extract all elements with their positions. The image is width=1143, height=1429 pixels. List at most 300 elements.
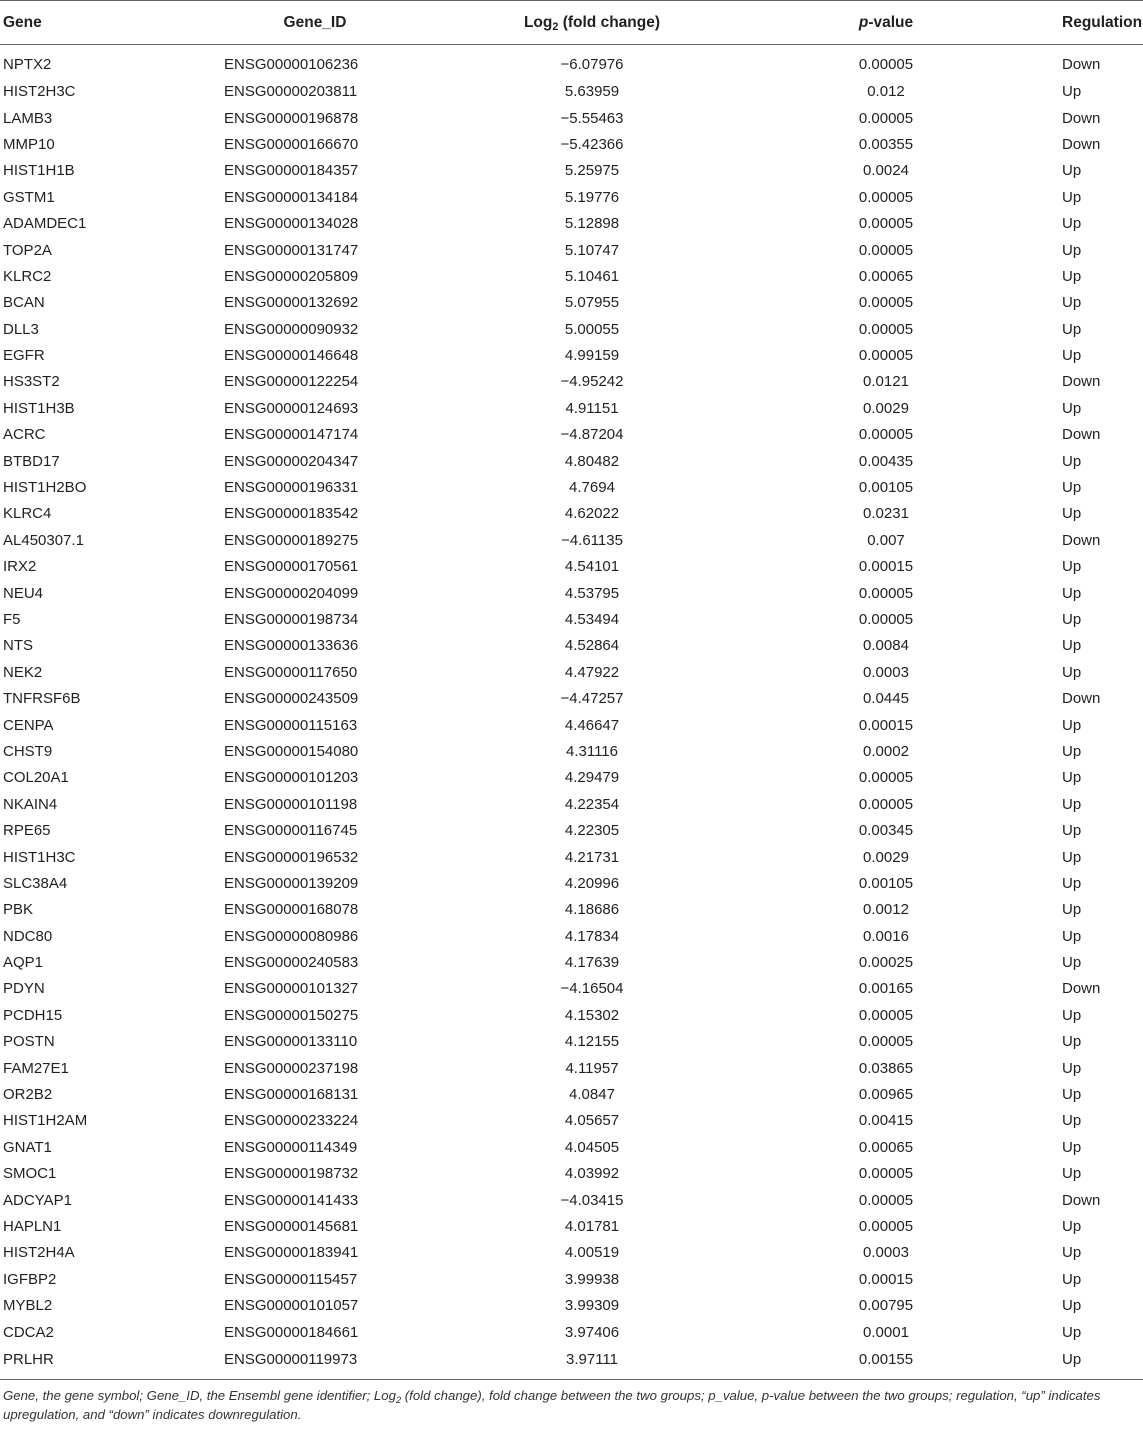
cell-gene: PCDH15 bbox=[3, 1006, 63, 1024]
cell-regulation: Up bbox=[1062, 769, 1082, 787]
cell-p-value: 0.00795 bbox=[858, 1297, 914, 1315]
table-row bbox=[0, 659, 1143, 685]
table-header bbox=[0, 1, 1143, 45]
cell-gene-id: ENSG00000101327 bbox=[224, 980, 359, 998]
cell-gene-id: ENSG00000124693 bbox=[224, 399, 359, 417]
table-row bbox=[0, 1345, 1143, 1379]
cell-regulation: Up bbox=[1062, 637, 1082, 655]
header-gene: Gene bbox=[0, 1, 224, 45]
cell-gene-id: ENSG00000243509 bbox=[224, 690, 359, 708]
cell-log2fc: −4.47257 bbox=[560, 690, 624, 708]
cell-gene-id: ENSG00000150275 bbox=[224, 1006, 359, 1024]
footnote-part2: (fold change), fold change between the two groups; p_value, p-value between the two groups; regulation, “up” indicates upregulation, and “down” indicates downregulation. bbox=[3, 1388, 1101, 1423]
header-gene-id: Gene_ID bbox=[224, 1, 406, 45]
cell-regulation: Up bbox=[1062, 294, 1082, 312]
cell-gene-id: ENSG00000115457 bbox=[224, 1270, 358, 1288]
cell-log2fc: 4.52864 bbox=[564, 637, 620, 655]
table-row bbox=[0, 1108, 1143, 1134]
cell-regulation: Up bbox=[1062, 1323, 1082, 1341]
cell-regulation: Down bbox=[1062, 426, 1101, 444]
cell-p-value: 0.0003 bbox=[863, 1244, 909, 1262]
table-row bbox=[0, 290, 1143, 316]
cell-log2fc: 5.63959 bbox=[564, 83, 620, 101]
cell-regulation: Up bbox=[1062, 927, 1082, 945]
cell-gene: ADAMDEC1 bbox=[3, 215, 87, 233]
cell-gene-id: ENSG00000133110 bbox=[224, 1033, 358, 1051]
table-row bbox=[0, 897, 1143, 923]
cell-p-value: 0.00005 bbox=[858, 1006, 914, 1024]
cell-log2fc: 4.53494 bbox=[564, 611, 620, 628]
cell-gene-id: ENSG00000154080 bbox=[224, 742, 359, 760]
cell-regulation: Down bbox=[1062, 135, 1101, 153]
table-row bbox=[0, 105, 1143, 131]
cell-gene-id: ENSG00000240583 bbox=[224, 954, 359, 972]
cell-regulation: Up bbox=[1062, 795, 1082, 813]
cell-p-value: 0.0445 bbox=[863, 690, 909, 708]
cell-p-value: 0.0024 bbox=[863, 162, 909, 180]
cell-gene-id: ENSG00000189275 bbox=[224, 531, 359, 549]
cell-regulation: Up bbox=[1062, 558, 1082, 576]
cell-log2fc: 5.00055 bbox=[564, 320, 620, 338]
cell-gene: HIST1H1B bbox=[3, 162, 75, 180]
cell-regulation: Up bbox=[1062, 901, 1082, 919]
cell-gene: COL20A1 bbox=[3, 769, 69, 787]
cell-regulation: Up bbox=[1062, 241, 1082, 259]
cell-gene-id: ENSG00000196331 bbox=[224, 479, 359, 497]
cell-regulation: Down bbox=[1062, 531, 1101, 549]
table-row bbox=[0, 633, 1143, 659]
cell-p-value: 0.00005 bbox=[858, 1217, 914, 1235]
header-regulation: Regulation bbox=[994, 1, 1143, 45]
cell-gene: TOP2A bbox=[3, 241, 52, 259]
cell-gene-id: ENSG00000116745 bbox=[224, 822, 358, 840]
table-row bbox=[0, 1240, 1143, 1266]
cell-gene-id: ENSG00000196532 bbox=[224, 848, 359, 866]
cell-log2fc: 4.04505 bbox=[564, 1138, 620, 1156]
cell-log2fc: 4.01781 bbox=[564, 1217, 620, 1235]
table-row bbox=[0, 1292, 1143, 1318]
cell-gene: DLL3 bbox=[3, 320, 39, 338]
cell-p-value: 0.00105 bbox=[858, 874, 914, 892]
cell-gene: AL450307.1 bbox=[3, 531, 84, 549]
cell-log2fc: 4.0847 bbox=[569, 1086, 615, 1104]
header-log-suffix: (fold change) bbox=[558, 13, 661, 31]
cell-regulation: Down bbox=[1062, 980, 1101, 998]
cell-p-value: 0.00005 bbox=[858, 188, 914, 206]
cell-log2fc: 4.7694 bbox=[569, 479, 615, 497]
cell-gene-id: ENSG00000147174 bbox=[224, 426, 359, 444]
cell-regulation: Up bbox=[1062, 162, 1082, 180]
table-row bbox=[0, 606, 1143, 632]
cell-regulation: Up bbox=[1062, 347, 1082, 365]
cell-gene-id: ENSG00000168131 bbox=[224, 1086, 359, 1104]
cell-gene-id: ENSG00000203811 bbox=[224, 83, 358, 101]
cell-gene-id: ENSG00000134184 bbox=[224, 188, 359, 206]
cell-gene: ACRC bbox=[3, 426, 46, 444]
cell-regulation: Up bbox=[1062, 267, 1082, 285]
cell-gene-id: ENSG00000168078 bbox=[224, 901, 359, 919]
table-row bbox=[0, 1161, 1143, 1187]
cell-log2fc: 5.10461 bbox=[564, 267, 620, 285]
cell-gene: NPTX2 bbox=[3, 56, 52, 74]
cell-gene: CENPA bbox=[3, 716, 54, 734]
cell-gene: POSTN bbox=[3, 1033, 55, 1051]
cell-regulation: Up bbox=[1062, 479, 1082, 497]
cell-regulation: Up bbox=[1062, 1006, 1082, 1024]
cell-gene: PRLHR bbox=[3, 1350, 54, 1368]
cell-regulation: Up bbox=[1062, 716, 1082, 734]
cell-p-value: 0.0012 bbox=[863, 901, 909, 919]
cell-gene-id: ENSG00000115163 bbox=[224, 716, 358, 734]
cell-gene: HIST1H2AM bbox=[3, 1112, 88, 1130]
table-row bbox=[0, 738, 1143, 764]
cell-p-value: 0.00015 bbox=[858, 558, 914, 576]
cell-p-value: 0.012 bbox=[867, 83, 905, 101]
cell-regulation: Down bbox=[1062, 56, 1101, 74]
cell-log2fc: 4.20996 bbox=[564, 874, 620, 892]
cell-gene: PDYN bbox=[3, 980, 45, 998]
cell-gene-id: ENSG00000196878 bbox=[224, 109, 359, 127]
cell-gene: NKAIN4 bbox=[3, 795, 58, 813]
cell-regulation: Up bbox=[1062, 611, 1082, 628]
cell-p-value: 0.00005 bbox=[858, 795, 914, 813]
cell-gene: OR2B2 bbox=[3, 1086, 53, 1104]
cell-gene-id: ENSG00000132692 bbox=[224, 294, 359, 312]
cell-gene: TNFRSF6B bbox=[3, 690, 81, 708]
cell-p-value: 0.00155 bbox=[858, 1350, 914, 1368]
cell-p-value: 0.0003 bbox=[863, 663, 909, 681]
cell-p-value: 0.00015 bbox=[858, 1270, 914, 1288]
cell-gene: RPE65 bbox=[3, 822, 51, 840]
table-row bbox=[0, 685, 1143, 711]
cell-p-value: 0.0121 bbox=[863, 373, 909, 391]
cell-p-value: 0.0231 bbox=[863, 505, 909, 523]
cell-gene: AQP1 bbox=[3, 954, 44, 972]
cell-log2fc: 4.22354 bbox=[564, 795, 620, 813]
cell-gene: LAMB3 bbox=[3, 109, 53, 127]
table-footnote bbox=[0, 1379, 1143, 1424]
cell-regulation: Up bbox=[1062, 1165, 1082, 1183]
cell-log2fc: 5.07955 bbox=[564, 294, 620, 312]
cell-log2fc: 4.05657 bbox=[564, 1112, 620, 1130]
cell-gene-id: ENSG00000122254 bbox=[224, 373, 359, 391]
cell-regulation: Down bbox=[1062, 373, 1101, 391]
cell-log2fc: 3.99938 bbox=[564, 1270, 620, 1288]
cell-gene-id: ENSG00000183542 bbox=[224, 505, 359, 523]
cell-log2fc: 4.17834 bbox=[564, 927, 620, 945]
table-row bbox=[0, 817, 1143, 843]
cell-log2fc: −6.07976 bbox=[560, 56, 624, 74]
cell-regulation: Up bbox=[1062, 954, 1082, 972]
cell-p-value: 0.00005 bbox=[858, 611, 914, 628]
cell-regulation: Down bbox=[1062, 1191, 1101, 1209]
cell-gene: IGFBP2 bbox=[3, 1270, 57, 1288]
cell-regulation: Up bbox=[1062, 1086, 1082, 1104]
cell-regulation: Up bbox=[1062, 83, 1082, 101]
cell-log2fc: 4.46647 bbox=[564, 716, 620, 734]
cell-log2fc: 4.12155 bbox=[564, 1033, 620, 1051]
table-row bbox=[0, 501, 1143, 527]
cell-log2fc: 4.99159 bbox=[564, 347, 620, 365]
cell-regulation: Up bbox=[1062, 1059, 1082, 1077]
cell-gene: NEK2 bbox=[3, 663, 43, 681]
cell-log2fc: 4.18686 bbox=[564, 901, 620, 919]
cell-p-value: 0.00025 bbox=[858, 954, 914, 972]
cell-gene: HIST2H4A bbox=[3, 1244, 75, 1262]
table-row bbox=[0, 554, 1143, 580]
cell-gene-id: ENSG00000101198 bbox=[224, 795, 358, 813]
cell-p-value: 0.00355 bbox=[858, 135, 914, 153]
cell-gene: GSTM1 bbox=[3, 188, 55, 206]
header-row bbox=[0, 1, 1143, 45]
cell-regulation: Up bbox=[1062, 1244, 1082, 1262]
cell-gene: SMOC1 bbox=[3, 1165, 57, 1183]
cell-gene: NDC80 bbox=[3, 927, 53, 945]
cell-p-value: 0.00005 bbox=[858, 56, 914, 74]
cell-log2fc: 4.29479 bbox=[564, 769, 620, 787]
cell-regulation: Up bbox=[1062, 1270, 1082, 1288]
cell-regulation: Up bbox=[1062, 1112, 1082, 1130]
cell-p-value: 0.00005 bbox=[858, 347, 914, 365]
cell-regulation: Up bbox=[1062, 188, 1082, 206]
header-p-value bbox=[778, 1, 994, 45]
cell-p-value: 0.0002 bbox=[863, 742, 909, 760]
cell-gene-id: ENSG00000233224 bbox=[224, 1112, 359, 1130]
cell-log2fc: 4.31116 bbox=[566, 742, 618, 760]
cell-p-value: 0.00005 bbox=[858, 241, 914, 259]
table-row bbox=[0, 474, 1143, 500]
header-log-prefix: Log bbox=[523, 13, 553, 31]
cell-gene-id: ENSG00000146648 bbox=[224, 347, 359, 365]
cell-p-value: 0.00105 bbox=[858, 479, 914, 497]
table-row bbox=[0, 1002, 1143, 1028]
cell-gene: KLRC4 bbox=[3, 505, 52, 523]
cell-regulation: Up bbox=[1062, 320, 1082, 338]
cell-p-value: 0.0029 bbox=[863, 399, 909, 417]
cell-gene-id: ENSG00000237198 bbox=[224, 1059, 359, 1077]
cell-log2fc: −4.61135 bbox=[561, 531, 623, 549]
cell-gene-id: ENSG00000184661 bbox=[224, 1323, 359, 1341]
table-row bbox=[0, 237, 1143, 263]
cell-log2fc: 5.19776 bbox=[564, 188, 620, 206]
cell-log2fc: −5.55463 bbox=[560, 109, 624, 127]
table-row bbox=[0, 923, 1143, 949]
cell-log2fc: 4.21731 bbox=[564, 848, 620, 866]
table-row bbox=[0, 316, 1143, 342]
cell-p-value: 0.00005 bbox=[858, 1165, 914, 1183]
cell-gene-id: ENSG00000134028 bbox=[224, 215, 359, 233]
cell-gene: ADCYAP1 bbox=[3, 1191, 72, 1209]
cell-p-value: 0.00015 bbox=[858, 716, 914, 734]
cell-gene-id: ENSG00000119973 bbox=[224, 1350, 358, 1368]
cell-regulation: Up bbox=[1062, 874, 1082, 892]
cell-log2fc: −4.16504 bbox=[560, 980, 624, 998]
cell-log2fc: 4.80482 bbox=[564, 452, 620, 470]
cell-gene: GNAT1 bbox=[3, 1138, 52, 1156]
cell-log2fc: 4.54101 bbox=[564, 558, 620, 576]
table-row bbox=[0, 527, 1143, 553]
cell-p-value: 0.00005 bbox=[858, 320, 914, 338]
cell-gene-id: ENSG00000090932 bbox=[224, 320, 359, 338]
cell-gene: BCAN bbox=[3, 294, 45, 312]
cell-regulation: Down bbox=[1062, 690, 1101, 708]
table-row bbox=[0, 422, 1143, 448]
table-row bbox=[0, 448, 1143, 474]
cell-gene-id: ENSG00000170561 bbox=[224, 558, 359, 576]
table-row bbox=[0, 765, 1143, 791]
table-row bbox=[0, 1134, 1143, 1160]
cell-gene: MMP10 bbox=[3, 135, 55, 153]
cell-log2fc: 4.17639 bbox=[564, 954, 620, 972]
table-row bbox=[0, 263, 1143, 289]
table-row bbox=[0, 1055, 1143, 1081]
cell-gene-id: ENSG00000204099 bbox=[224, 584, 359, 602]
header-p-rest: -value bbox=[868, 13, 914, 31]
cell-p-value: 0.00065 bbox=[858, 267, 914, 285]
cell-log2fc: 3.99309 bbox=[564, 1297, 620, 1315]
cell-log2fc: 4.22305 bbox=[564, 822, 620, 840]
cell-log2fc: −4.87204 bbox=[560, 426, 624, 444]
cell-gene: CDCA2 bbox=[3, 1323, 54, 1341]
cell-regulation: Up bbox=[1062, 742, 1082, 760]
cell-gene: BTBD17 bbox=[3, 452, 60, 470]
cell-log2fc: −4.03415 bbox=[560, 1191, 624, 1209]
table-row bbox=[0, 580, 1143, 606]
cell-regulation: Up bbox=[1062, 1033, 1082, 1051]
cell-regulation: Down bbox=[1062, 109, 1101, 127]
cell-p-value: 0.0001 bbox=[863, 1323, 909, 1341]
cell-p-value: 0.00965 bbox=[858, 1086, 914, 1104]
table-row bbox=[0, 976, 1143, 1002]
cell-log2fc: 3.97406 bbox=[564, 1323, 620, 1341]
cell-log2fc: 4.15302 bbox=[564, 1006, 620, 1024]
cell-p-value: 0.00005 bbox=[858, 1191, 914, 1209]
cell-gene: KLRC2 bbox=[3, 267, 52, 285]
table-body bbox=[0, 45, 1143, 1380]
table-row bbox=[0, 158, 1143, 184]
cell-gene-id: ENSG00000204347 bbox=[224, 452, 359, 470]
table-row bbox=[0, 342, 1143, 368]
table-row bbox=[0, 45, 1143, 79]
footnote-sub: 2 bbox=[395, 1395, 402, 1406]
table-row bbox=[0, 1029, 1143, 1055]
cell-gene: HIST2H3C bbox=[3, 83, 76, 101]
cell-gene-id: ENSG00000101057 bbox=[224, 1297, 359, 1315]
table-row bbox=[0, 1319, 1143, 1345]
cell-gene: CHST9 bbox=[3, 742, 53, 760]
cell-log2fc: 4.47922 bbox=[564, 663, 620, 681]
cell-gene: NTS bbox=[3, 637, 33, 655]
table-row bbox=[0, 791, 1143, 817]
cell-gene-id: ENSG00000145681 bbox=[224, 1217, 359, 1235]
cell-gene: MYBL2 bbox=[3, 1297, 53, 1315]
cell-log2fc: −5.42366 bbox=[560, 135, 624, 153]
cell-gene-id: ENSG00000139209 bbox=[224, 874, 359, 892]
cell-gene-id: ENSG00000205809 bbox=[224, 267, 359, 285]
cell-gene: HIST1H2BO bbox=[3, 479, 87, 497]
cell-gene-id: ENSG00000183941 bbox=[224, 1244, 359, 1262]
cell-regulation: Up bbox=[1062, 663, 1082, 681]
cell-log2fc: 4.00519 bbox=[564, 1244, 620, 1262]
table-row bbox=[0, 184, 1143, 210]
cell-gene-id: ENSG00000198732 bbox=[224, 1165, 359, 1183]
cell-regulation: Up bbox=[1062, 1217, 1082, 1235]
cell-gene-id: ENSG00000141433 bbox=[224, 1191, 359, 1209]
cell-gene: IRX2 bbox=[3, 558, 37, 576]
cell-p-value: 0.0016 bbox=[863, 927, 909, 945]
cell-gene-id: ENSG00000080986 bbox=[224, 927, 359, 945]
cell-log2fc: 4.62022 bbox=[564, 505, 620, 523]
cell-p-value: 0.00005 bbox=[858, 109, 914, 127]
cell-p-value: 0.00415 bbox=[858, 1112, 914, 1130]
table-row bbox=[0, 395, 1143, 421]
cell-p-value: 0.00005 bbox=[858, 1033, 914, 1051]
cell-regulation: Up bbox=[1062, 584, 1082, 602]
cell-p-value: 0.00005 bbox=[858, 215, 914, 233]
cell-p-value: 0.0029 bbox=[863, 848, 909, 866]
cell-gene: F5 bbox=[3, 611, 21, 628]
table-row bbox=[0, 1187, 1143, 1213]
cell-gene-id: ENSG00000117650 bbox=[224, 663, 358, 681]
header-log-sub: 2 bbox=[552, 20, 559, 33]
table-row bbox=[0, 210, 1143, 236]
cell-regulation: Up bbox=[1062, 1350, 1082, 1368]
table-row bbox=[0, 1266, 1143, 1292]
cell-gene-id: ENSG00000131747 bbox=[224, 241, 359, 259]
cell-gene: HAPLN1 bbox=[3, 1217, 62, 1235]
cell-log2fc: 5.12898 bbox=[564, 215, 620, 233]
cell-regulation: Up bbox=[1062, 822, 1082, 840]
cell-regulation: Up bbox=[1062, 215, 1082, 233]
cell-gene: HIST1H3C bbox=[3, 848, 76, 866]
table-row bbox=[0, 870, 1143, 896]
table-row bbox=[0, 712, 1143, 738]
cell-gene: NEU4 bbox=[3, 584, 44, 602]
footnote-part1: Gene, the gene symbol; Gene_ID, the Ensembl gene identifier; Log bbox=[3, 1388, 396, 1404]
cell-regulation: Up bbox=[1062, 1297, 1082, 1315]
cell-gene: HS3ST2 bbox=[3, 373, 60, 391]
cell-gene: SLC38A4 bbox=[3, 874, 68, 892]
cell-gene-id: ENSG00000106236 bbox=[224, 56, 359, 74]
table-row bbox=[0, 79, 1143, 105]
header-log2-fold-change bbox=[406, 1, 778, 45]
cell-gene: HIST1H3B bbox=[3, 399, 75, 417]
cell-p-value: 0.03865 bbox=[858, 1059, 914, 1077]
cell-p-value: 0.0084 bbox=[863, 637, 909, 655]
cell-regulation: Up bbox=[1062, 1138, 1082, 1156]
cell-log2fc: 3.97111 bbox=[566, 1350, 618, 1368]
cell-gene-id: ENSG00000166670 bbox=[224, 135, 359, 153]
cell-p-value: 0.00005 bbox=[858, 294, 914, 312]
cell-log2fc: 4.53795 bbox=[564, 584, 620, 602]
cell-log2fc: −4.95242 bbox=[560, 373, 624, 391]
table-row bbox=[0, 131, 1143, 157]
cell-gene: PBK bbox=[3, 901, 34, 919]
cell-log2fc: 4.11957 bbox=[565, 1059, 619, 1077]
cell-regulation: Up bbox=[1062, 452, 1082, 470]
cell-p-value: 0.00005 bbox=[858, 426, 914, 444]
cell-p-value: 0.007 bbox=[867, 531, 905, 549]
table-row bbox=[0, 369, 1143, 395]
cell-gene-id: ENSG00000133636 bbox=[224, 637, 359, 655]
cell-log2fc: 4.91151 bbox=[565, 399, 619, 417]
cell-regulation: Up bbox=[1062, 505, 1082, 523]
cell-gene-id: ENSG00000184357 bbox=[224, 162, 359, 180]
table-row bbox=[0, 1081, 1143, 1107]
cell-p-value: 0.00165 bbox=[858, 980, 914, 998]
cell-gene: EGFR bbox=[3, 347, 45, 365]
table-row bbox=[0, 844, 1143, 870]
